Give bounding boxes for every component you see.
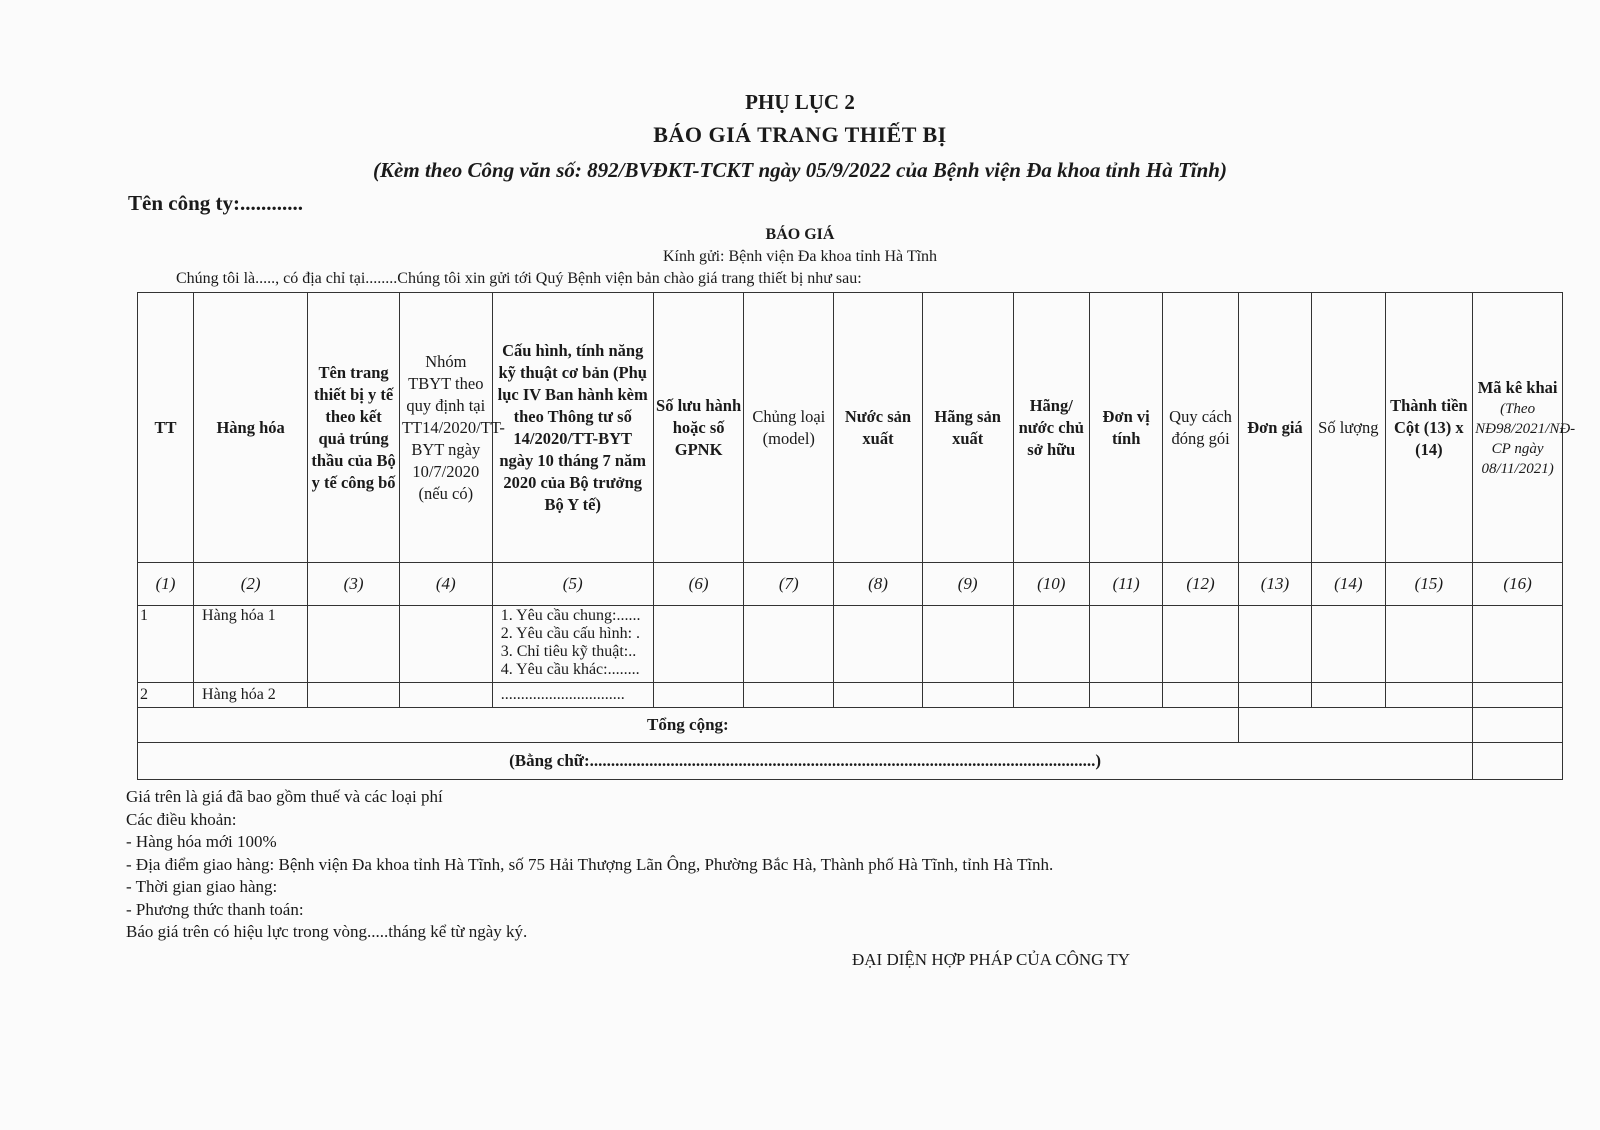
in-words-label: (Bằng chữ:.......................................................................................................................) [138,743,1473,780]
col-num: (2) [194,563,308,606]
row-requirements [492,606,653,683]
header-device-name: Tên trang thiết bị y tế theo kết quả trúng thầu của Bộ y tế công bố [308,293,400,563]
note-line: - Thời gian giao hàng: [126,877,278,896]
document-title: BÁO GIÁ TRANG THIẾT BỊ [653,122,947,147]
note-line: - Hàng hóa mới 100% [126,832,277,851]
col-num: (12) [1163,563,1238,606]
note-line: Các điều khoản: [126,809,237,829]
table-header-row [138,293,1563,563]
requirement-line: 4. Yêu cầu khác:........ [500,661,640,678]
header-device-group: Nhóm TBYT theo quy định tại TT14/2020/TT-BYT ngày 10/7/2020 (nếu có) [399,293,492,563]
total-label: Tổng cộng: [138,708,1239,743]
header-configuration: Cấu hình, tính năng kỹ thuật cơ bản (Phụ lục IV Ban hành kèm theo Thông tư số 14/2020/TT-BYT ngày 10 tháng 7 năm 2020 của Bộ trưởng Bộ Y tế) [492,293,653,563]
quote-intro: Chúng tôi là....., có địa chỉ tại........Chúng tôi xin gửi tới Quý Bệnh viện bản chào giá trang thiết bị như sau: [176,270,862,287]
column-number-row [138,563,1563,606]
header-unit: Đơn vị tính [1089,293,1162,563]
header-declaration-code-note: (Theo NĐ98/2021/NĐ-CP ngày 08/11/2021) [1475,400,1576,477]
col-num: (11) [1089,563,1162,606]
table-row [138,606,1563,683]
total-row [138,708,1563,743]
header-country: Nước sản xuất [834,293,923,563]
header-quantity: Số lượng [1312,293,1385,563]
col-num: (5) [492,563,653,606]
header-amount: Thành tiền Cột (13) x (14) [1385,293,1473,563]
col-num: (3) [308,563,400,606]
document-subtitle: (Kèm theo Công văn số: 892/BVĐKT-TCKT ngày 05/9/2022 của Bệnh viện Đa khoa tỉnh Hà Tĩnh) [373,158,1227,182]
header-declaration-code-label: Mã kê khai [1477,377,1558,397]
header-model: Chủng loại (model) [744,293,834,563]
company-name-label: Tên công ty:............ [128,191,303,215]
quote-heading: BÁO GIÁ [765,226,835,243]
row-tt: 1 [138,606,194,683]
header-item: Hàng hóa [194,293,308,563]
quote-recipient: Kính gửi: Bệnh viện Đa khoa tỉnh Hà Tĩnh [662,248,938,265]
note-line: Báo giá trên có hiệu lực trong vòng.....tháng kể từ ngày ký. [126,922,528,941]
signature-label: ĐẠI DIỆN HỢP PHÁP CỦA CÔNG TY [852,950,1131,969]
header-registration-no: Số lưu hành hoặc số GPNK [653,293,744,563]
col-num: (9) [922,563,1013,606]
quote-table [137,292,1576,780]
terms-notes [126,786,1053,944]
col-num: (1) [138,563,194,606]
total-value [1238,708,1472,743]
header-packing: Quy cách đóng gói [1163,293,1238,563]
requirement-line: 1. Yêu cầu chung:...... [500,607,641,624]
row-item: Hàng hóa 2 [194,683,308,708]
in-words-row [138,743,1563,780]
col-num: (4) [399,563,492,606]
row-item: Hàng hóa 1 [194,606,308,683]
note-line: - Phương thức thanh toán: [126,899,304,919]
header-declaration-code [1473,293,1576,563]
col-num: (8) [834,563,923,606]
col-num: (6) [653,563,744,606]
col-num: (7) [744,563,834,606]
col-num: (14) [1312,563,1385,606]
col-num: (16) [1473,563,1563,606]
col-num: (10) [1013,563,1089,606]
table-row [138,683,1563,708]
header-tt: TT [138,293,194,563]
header-owner: Hãng/ nước chủ sở hữu [1013,293,1089,563]
note-line: Giá trên là giá đã bao gồm thuế và các loại phí [126,787,443,806]
requirement-line: 2. Yêu cầu cấu hình: . [500,625,641,642]
note-line: - Địa điểm giao hàng: Bệnh viện Đa khoa tỉnh Hà Tĩnh, số 75 Hải Thượng Lãn Ông, Phường Bắc Hà, Thành phố Hà Tĩnh, tỉnh Hà Tĩnh. [126,854,1054,874]
appendix-label: PHỤ LỤC 2 [745,90,855,114]
requirement-line: 3. Chỉ tiêu kỹ thuật:.. [500,643,637,660]
row-requirements: ............................... [492,683,653,708]
col-num: (13) [1238,563,1311,606]
header-manufacturer: Hãng sản xuất [922,293,1013,563]
col-num: (15) [1385,563,1473,606]
row-tt: 2 [138,683,194,708]
header-unit-price: Đơn giá [1238,293,1311,563]
